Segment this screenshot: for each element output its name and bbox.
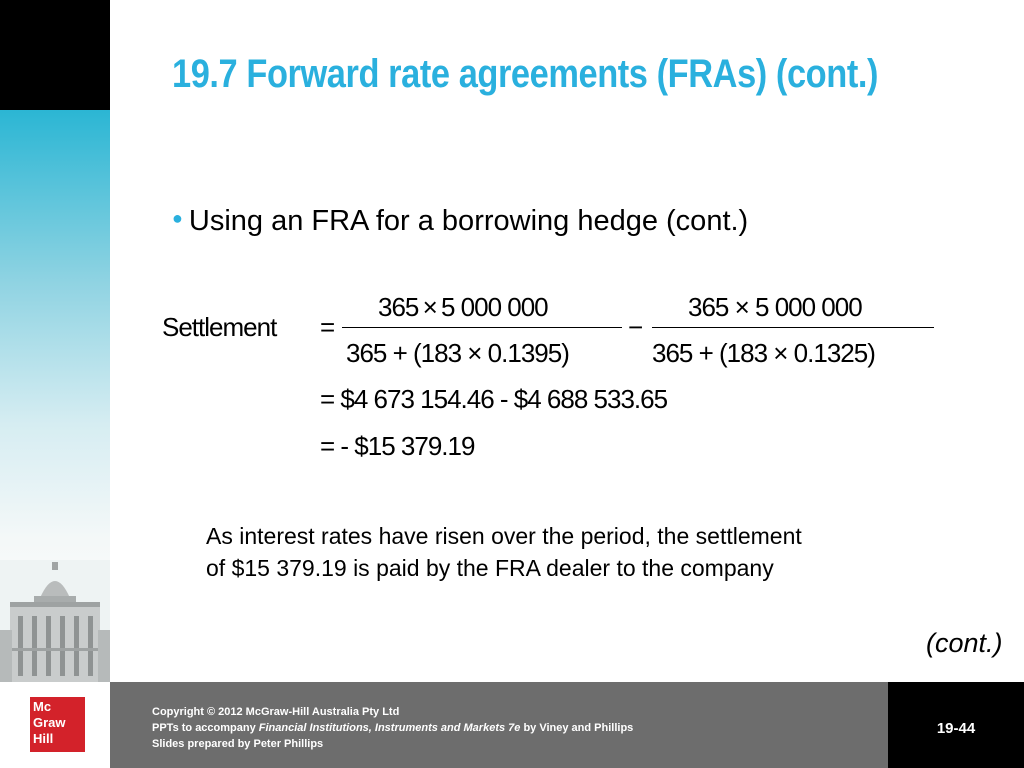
fraction2-numerator: 365 × 5 000 000: [688, 292, 862, 322]
fraction2-bar: [652, 327, 934, 328]
ppt-prefix: PPTs to accompany: [152, 722, 259, 734]
logo-text-3: Hill: [33, 731, 54, 746]
explanation-note: [206, 520, 966, 584]
slide-title: 19.7 Forward rate agreements (FRAs) (cont.): [172, 52, 878, 96]
page-number-box: [888, 682, 1024, 768]
fraction1-numerator: 365 × 5 000 000: [378, 292, 548, 322]
mcgraw-hill-logo: [30, 697, 85, 752]
equation-line-3: = - $15 379.19: [320, 431, 475, 461]
book-title: Financial Institutions, Instruments and Markets 7e: [258, 722, 521, 734]
bullet-point: [172, 205, 748, 238]
fraction2-denominator: 365 + (183 × 0.1325): [652, 338, 875, 368]
equation-line-2: = $4 673 154.46 - $4 688 533.65: [320, 384, 668, 414]
footer-bar: [0, 682, 1024, 768]
bullet-icon: ●: [172, 208, 183, 228]
note-line-2: of $15 379.19 is paid by the FRA dealer to the company: [206, 555, 774, 581]
footer-logo-area: [0, 682, 110, 768]
note-line-1: As interest rates have risen over the period, the settlement: [206, 523, 802, 549]
prepared-by: Slides prepared by Peter Phillips: [152, 738, 324, 750]
ppt-credit: [152, 720, 633, 736]
bullet-text: Using an FRA for a borrowing hedge (cont.): [188, 205, 749, 237]
ppt-suffix: by Viney and Phillips: [520, 722, 634, 734]
corner-block: [0, 0, 110, 110]
copyright-text: Copyright © 2012 McGraw-Hill Australia Pty Ltd: [152, 706, 400, 718]
building-illustration-icon: [0, 560, 110, 682]
equals-sign: =: [320, 312, 335, 342]
continued-label: (cont.): [926, 628, 1003, 658]
logo-text-1: Mc: [33, 699, 52, 714]
logo-text-2: Graw: [33, 715, 66, 730]
page-number: 19-44: [936, 720, 976, 737]
fraction1-bar: [342, 327, 622, 328]
fraction1-denominator: 365 + (183 × 0.1395): [346, 338, 569, 368]
footer-credits: [152, 704, 633, 752]
settlement-label: Settlement: [162, 312, 277, 342]
minus-sign: −: [628, 312, 643, 342]
